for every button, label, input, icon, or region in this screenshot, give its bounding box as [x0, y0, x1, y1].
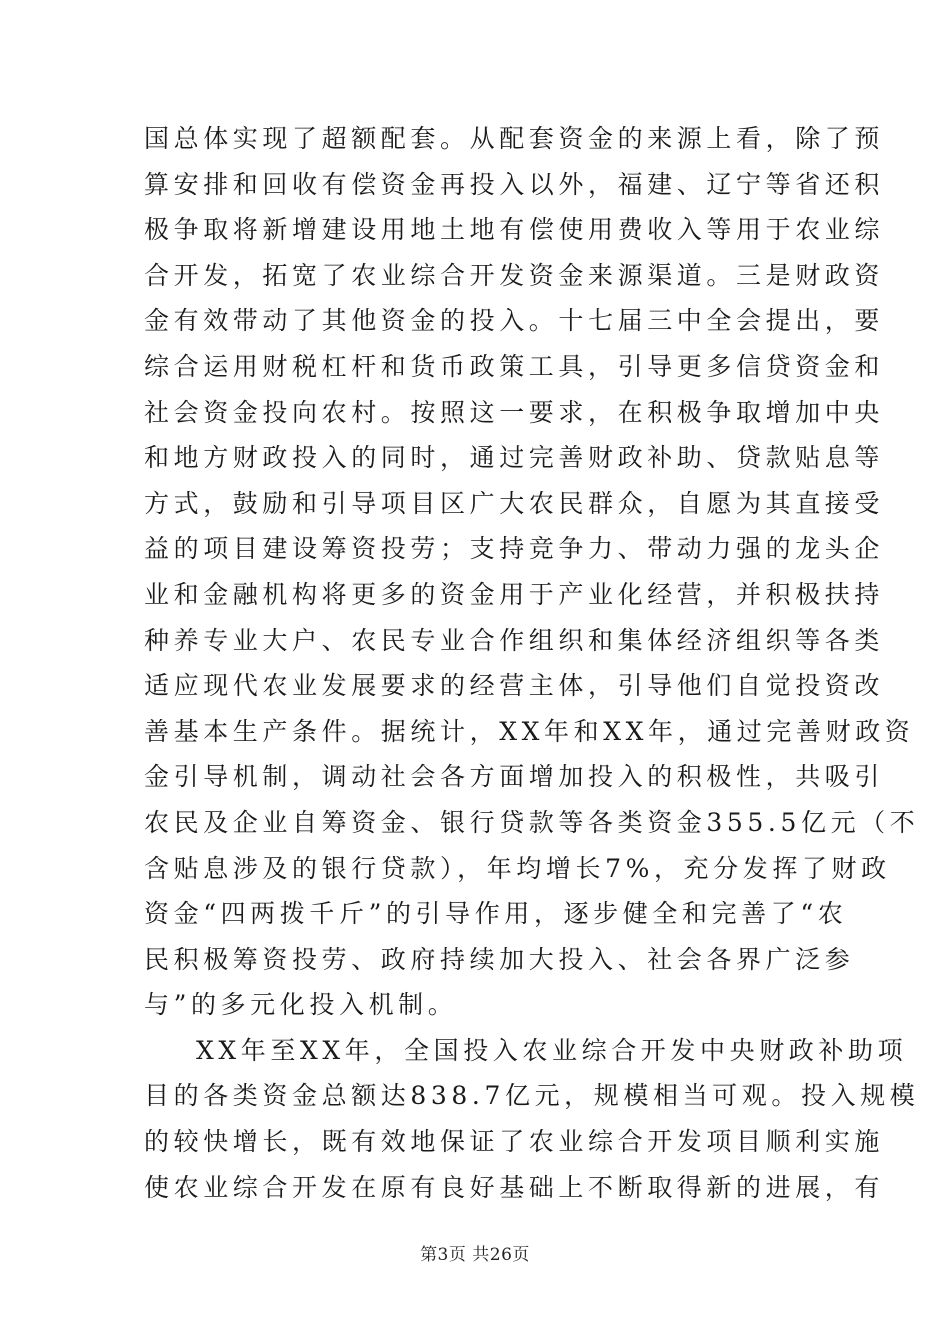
text-line: 方式，鼓励和引导项目区广大农民群众，自愿为其直接受 — [144, 488, 885, 518]
text-line: XX年至XX年，全国投入农业综合开发中央财政补助项 — [196, 1035, 908, 1065]
text-line: 民积极筹资投劳、政府持续加大投入、社会各界广泛参 — [144, 944, 855, 974]
text-line: 的较快增长，既有效地保证了农业综合开发项目顺利实施 — [144, 1127, 885, 1157]
text-line: 综合运用财税杠杆和货币政策工具，引导更多信贷资金和 — [144, 351, 885, 381]
text-line: 使农业综合开发在原有良好基础上不断取得新的进展，有 — [144, 1172, 885, 1202]
text-line: 益的项目建设筹资投劳；支持竞争力、带动力强的龙头企 — [144, 534, 885, 564]
text-line: 适应现代农业发展要求的经营主体，引导他们自觉投资改 — [144, 671, 885, 701]
text-line: 含贴息涉及的银行贷款），年均增长7%，充分发挥了财政 — [144, 853, 891, 883]
text-line: 业和金融机构将更多的资金用于产业化经营，并积极扶持 — [144, 579, 885, 609]
text-line: 种养专业大户、农民专业合作组织和集体经济组织等各类 — [144, 625, 885, 655]
paragraph — [144, 116, 920, 1028]
page-number: 第3页 共26页 — [420, 1245, 530, 1265]
text-line: 国总体实现了超额配套。从配套资金的来源上看，除了预 — [144, 124, 885, 153]
text-line: 金引导机制，调动社会各方面增加投入的积极性，共吸引 — [144, 762, 885, 792]
text-line: 极争取将新增建设用地土地有偿使用费收入等用于农业综 — [144, 215, 885, 245]
body-text — [144, 116, 920, 1210]
text-line: 与”的多元化投入机制。 — [144, 990, 458, 1020]
text-line: 算安排和回收有偿资金再投入以外，福建、辽宁等省还积 — [144, 169, 885, 199]
text-line: 农民及企业自筹资金、银行贷款等各类资金355.5亿元（不 — [144, 807, 920, 837]
text-line: 目的各类资金总额达838.7亿元，规模相当可观。投入规模 — [144, 1081, 920, 1111]
text-line: 资金“四两拨千斤”的引导作用，逐步健全和完善了“农 — [144, 899, 848, 929]
text-line: 社会资金投向农村。按照这一要求，在积极争取增加中央 — [144, 397, 885, 427]
page-footer — [0, 1240, 950, 1265]
text-line: 金有效带动了其他资金的投入。十七届三中全会提出，要 — [144, 306, 885, 336]
text-line: 善基本生产条件。据统计，XX年和XX年，通过完善财政资 — [144, 716, 915, 746]
text-line: 合开发，拓宽了农业综合开发资金来源渠道。三是财政资 — [144, 260, 885, 290]
paragraph — [144, 1028, 920, 1210]
text-line: 和地方财政投入的同时，通过完善财政补助、贷款贴息等 — [144, 443, 885, 473]
